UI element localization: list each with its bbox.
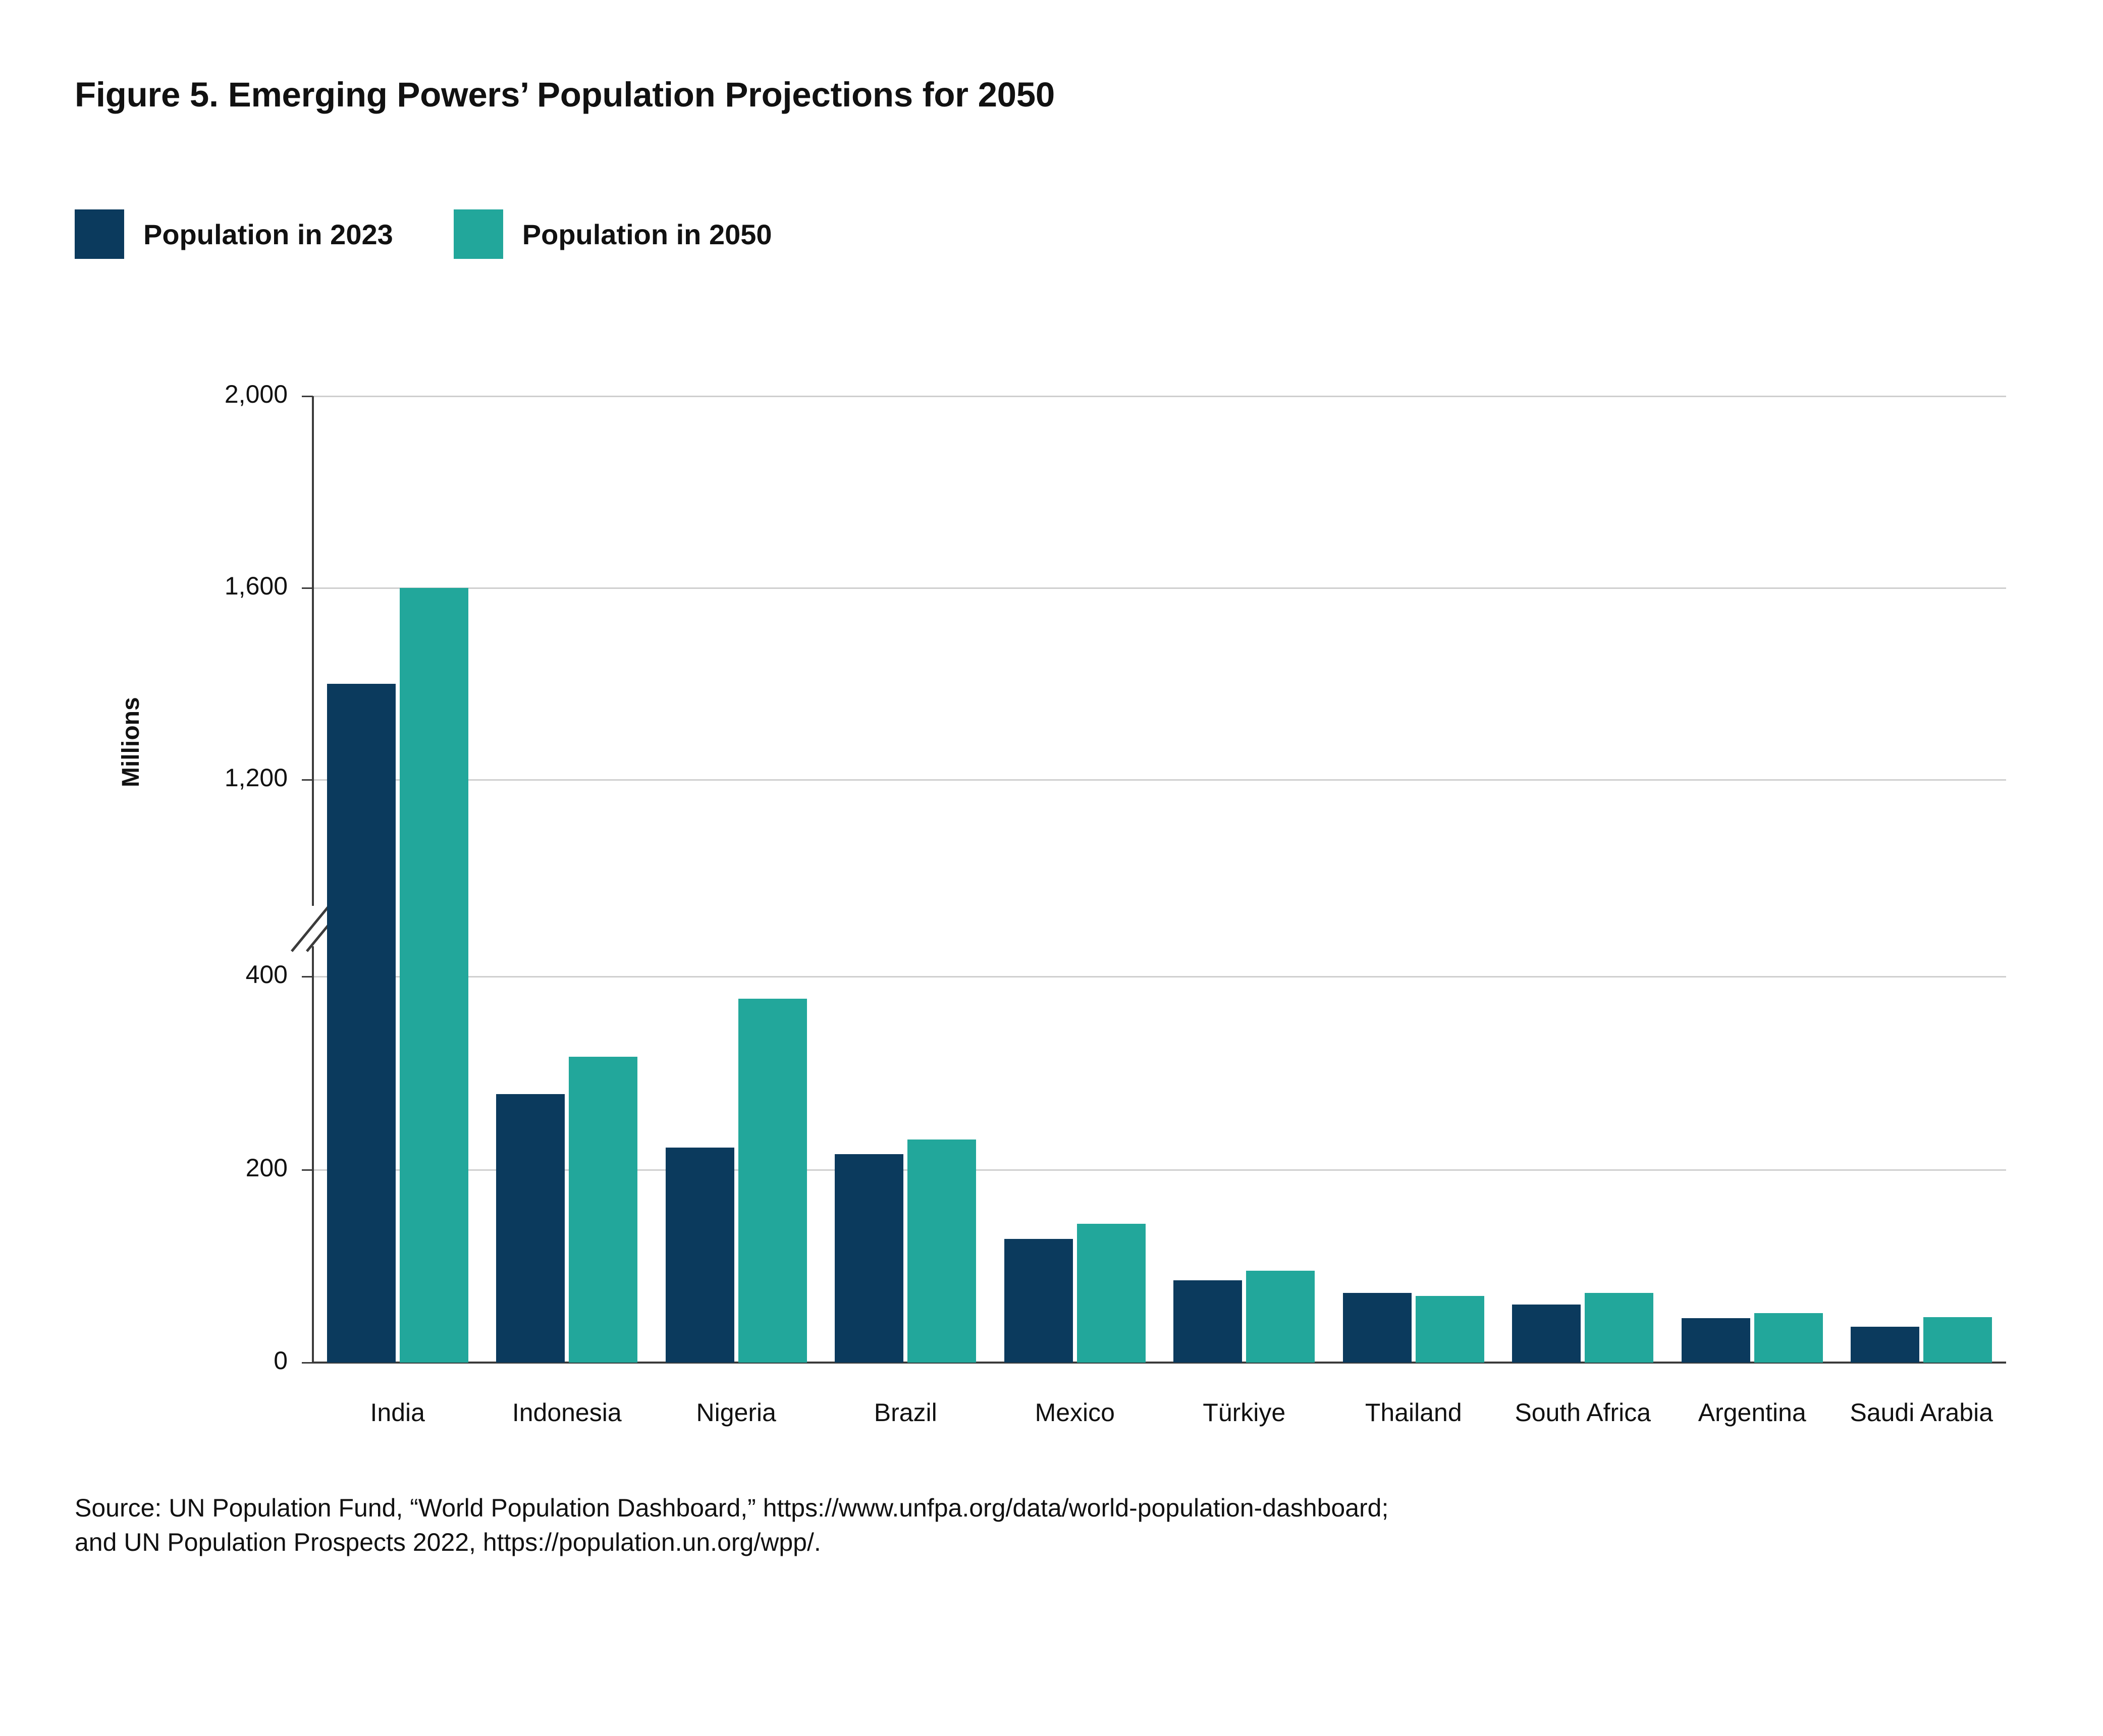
bar bbox=[1754, 1313, 1823, 1363]
bar bbox=[1585, 1293, 1653, 1363]
x-tick-label: Brazil bbox=[874, 1398, 937, 1427]
x-tick-label: Thailand bbox=[1365, 1398, 1462, 1427]
bar bbox=[400, 588, 468, 1363]
bar bbox=[1923, 1317, 1992, 1363]
bar bbox=[907, 1140, 976, 1363]
bar bbox=[1682, 1318, 1750, 1363]
bar bbox=[1173, 1280, 1242, 1363]
y-tick-label: 1,600 bbox=[224, 572, 288, 600]
y-tick-mark bbox=[302, 1362, 313, 1364]
x-tick-label: Indonesia bbox=[512, 1398, 622, 1427]
y-tick-label: 400 bbox=[245, 960, 288, 989]
bar bbox=[835, 1154, 903, 1363]
y-tick-mark bbox=[302, 587, 313, 589]
y-axis-line bbox=[312, 946, 314, 1363]
y-axis-title: Millions bbox=[118, 697, 144, 787]
bar bbox=[1246, 1271, 1315, 1363]
bar bbox=[1416, 1296, 1484, 1363]
source-note bbox=[75, 1491, 2043, 1559]
legend-label-2050: Population in 2050 bbox=[522, 218, 772, 250]
bar bbox=[1343, 1293, 1412, 1363]
x-tick-label: Mexico bbox=[1035, 1398, 1115, 1427]
y-tick-label: 1,200 bbox=[224, 764, 288, 792]
legend-label-2023: Population in 2023 bbox=[143, 218, 393, 250]
x-axis-line bbox=[313, 1362, 2006, 1364]
page-title: Figure 5. Emerging Powers’ Population Projections for 2050 bbox=[75, 75, 1055, 114]
x-tick-label: Saudi Arabia bbox=[1850, 1398, 1993, 1427]
y-tick-label: 200 bbox=[245, 1153, 288, 1182]
x-tick-label: South Africa bbox=[1515, 1398, 1651, 1427]
x-tick-label: Nigeria bbox=[696, 1398, 776, 1427]
grid-line bbox=[313, 976, 2006, 978]
bar bbox=[327, 684, 396, 1363]
y-axis-line bbox=[312, 396, 314, 906]
x-tick-label: India bbox=[370, 1398, 425, 1427]
bar bbox=[1004, 1239, 1073, 1363]
grid-line bbox=[313, 1169, 2006, 1171]
bar bbox=[1512, 1305, 1581, 1363]
x-tick-label: Argentina bbox=[1698, 1398, 1806, 1427]
grid-line bbox=[313, 779, 2006, 781]
bar bbox=[496, 1094, 565, 1363]
bar bbox=[569, 1057, 637, 1363]
bar bbox=[1077, 1224, 1146, 1363]
y-tick-label: 0 bbox=[274, 1346, 288, 1375]
grid-line bbox=[313, 396, 2006, 397]
y-tick-mark bbox=[302, 1169, 313, 1171]
bar bbox=[738, 999, 807, 1363]
x-tick-label: Türkiye bbox=[1203, 1398, 1286, 1427]
grid-line bbox=[313, 587, 2006, 589]
y-tick-label: 2,000 bbox=[224, 380, 288, 408]
y-tick-mark bbox=[302, 976, 313, 978]
source-line-2: and UN Population Prospects 2022, https://population.un.org/wpp/. bbox=[75, 1528, 821, 1556]
bar bbox=[666, 1148, 734, 1363]
source-line-1: Source: UN Population Fund, “World Population Dashboard,” https://www.unfpa.org/data/world-population-dashboard; bbox=[75, 1494, 1389, 1522]
bar bbox=[1851, 1327, 1919, 1363]
y-tick-mark bbox=[302, 396, 313, 397]
y-tick-mark bbox=[302, 779, 313, 781]
